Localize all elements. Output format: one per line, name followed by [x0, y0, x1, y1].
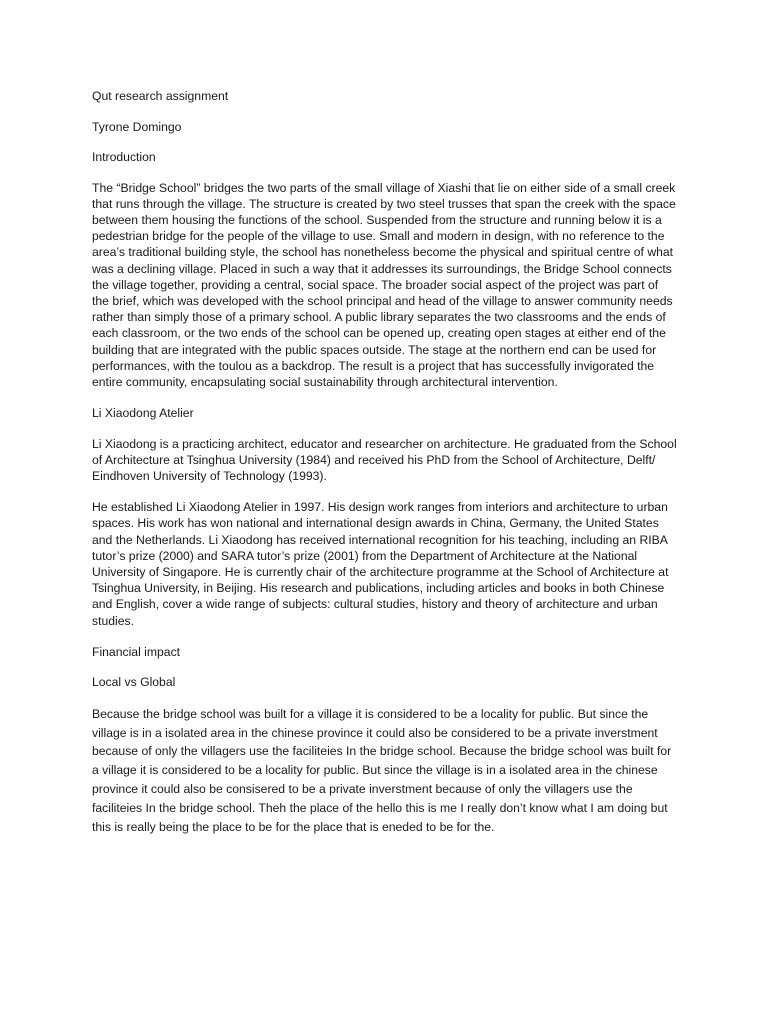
- atelier-paragraph-2: He established Li Xiaodong Atelier in 1997. His design work ranges from interiors and architecture to urban spaces. His work has won national and international design awards in China, Germany, the United States and the Netherlands. Li Xiaodong has received international recognition for his teaching, including an RIBA tutor’s prize (2000) and SARA tutor’s prize (2001) from the Department of Architecture at the National University of Singapore. He is currently chair of the architecture programme at the School of Architecture at Tsinghua University, in Beijing. His research and publications, including articles and books in both Chinese and English, cover a wide range of subjects: cultural studies, history and theory of architecture and urban studies.: [92, 500, 669, 628]
- atelier-heading: Li Xiaodong Atelier: [92, 406, 194, 421]
- document-title: Qut research assignment: [92, 89, 229, 103]
- local-vs-global-heading: Local vs Global: [92, 675, 176, 690]
- introduction-paragraph: The “Bridge School” bridges the two parts of the small village of Xiashi that lie on either side of a small creek that runs through the village. The structure is created by two steel trusses that span the creek with the space between them housing the functions of the school. Suspended from the structure and running below it is a pedestrian bridge for the people of the village to use. Small and modern in design, with no reference to the area’s traditional building style, the school has nonetheless become the physical and spiritual centre of what was a declining village. Placed in such a way that it addresses its surroundings, the Bridge School connects the village together, providing a central, social space. The broader social aspect of the project was part of the brief, which was developed with the school principal and head of the village to answer community needs rather than simply those of a primary school. A public library separates the two classrooms and the ends of each classroom, or the two ends of the school can be opened up, creating open stages at either end of the building that are integrated with the public spaces outside. The stage at the northern end can be used for performances, with the toulou as a backdrop. The result is a project that has successfully invigorated the entire community, encapsulating social sustainability through architectural intervention.: [92, 180, 676, 389]
- document-body: [92, 88, 678, 851]
- atelier-paragraph-1: Li Xiaodong is a practicing architect, educator and researcher on architecture. He graduated from the School of Architecture at Tsinghua University (1984) and received his PhD from the School of Architecture, Delft/ Eindhoven University of Technology (1993).: [92, 436, 677, 484]
- local-vs-global-paragraph: Because the bridge school was built for a village it is considered to be a locality for public. But since the village is in a isolated area in the chinese province it could also be considered to be a private inverstment because of only the villagers use the faciliteies In the bridge school. Because the bridge school was built for a village it is considered to be a locality for public. But since the village is in a isolated area in the chinese province it could also be consisered to be a private inverstment because of only the villagers use the faciliteies In the bridge school. Theh the place of the hello this is me I really don’t know what I am doing but this is really being the place to be for the place that is eneded to be for the.: [92, 706, 672, 834]
- author-name: Tyrone Domingo: [92, 119, 182, 134]
- introduction-heading: Introduction: [92, 150, 156, 164]
- financial-impact-heading: Financial impact: [92, 644, 181, 659]
